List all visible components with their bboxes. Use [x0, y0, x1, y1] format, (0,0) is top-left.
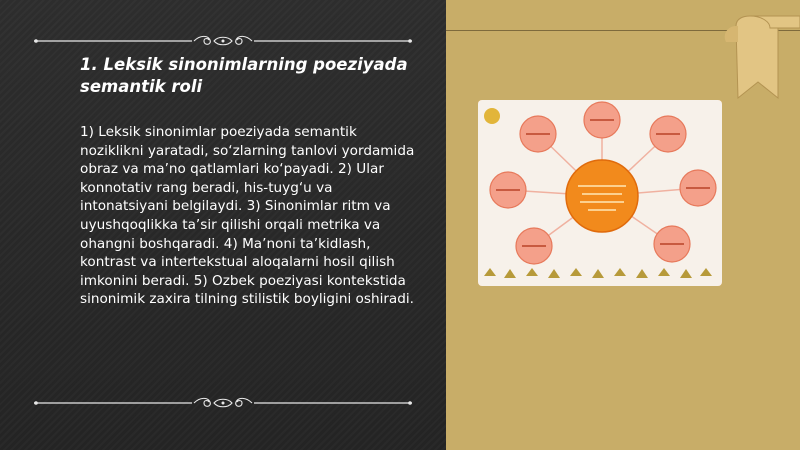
mind-map-icon: [478, 100, 722, 286]
ornament-divider-bottom-icon: [34, 396, 412, 410]
ornament-divider-top-icon: [34, 34, 412, 48]
slide-title: 1. Leksik sinonimlarning poeziyada semantik roli: [80, 55, 408, 96]
slide-body-text: 1) Leksik sinonimlar poeziyada semantik nozikliknі yaratadi, so‘zlarning tanlovi yordamida obraz va ma’no qatlamlari ko‘payadi. 2) Ular konnotativ rang beradi, his-tuyg‘u va intonatsiyani belgilaydi. 3) Sinonimlar ritm va uyushqoqlikka ta’sir qilishi orqali metrika va ohangni boshqaradi. 4) Ma’noni ta’kidlash, kontrast va intertekstual aloqalarni hosil qilish imkonini beradi. 5) Ozbek poeziyasi kontekstida sinonimik zaxira tilning stilistik boyligini oshiradi.: [80, 124, 415, 308]
ribbon-bookmark-icon: [716, 14, 800, 100]
mind-map-image: [478, 100, 722, 286]
